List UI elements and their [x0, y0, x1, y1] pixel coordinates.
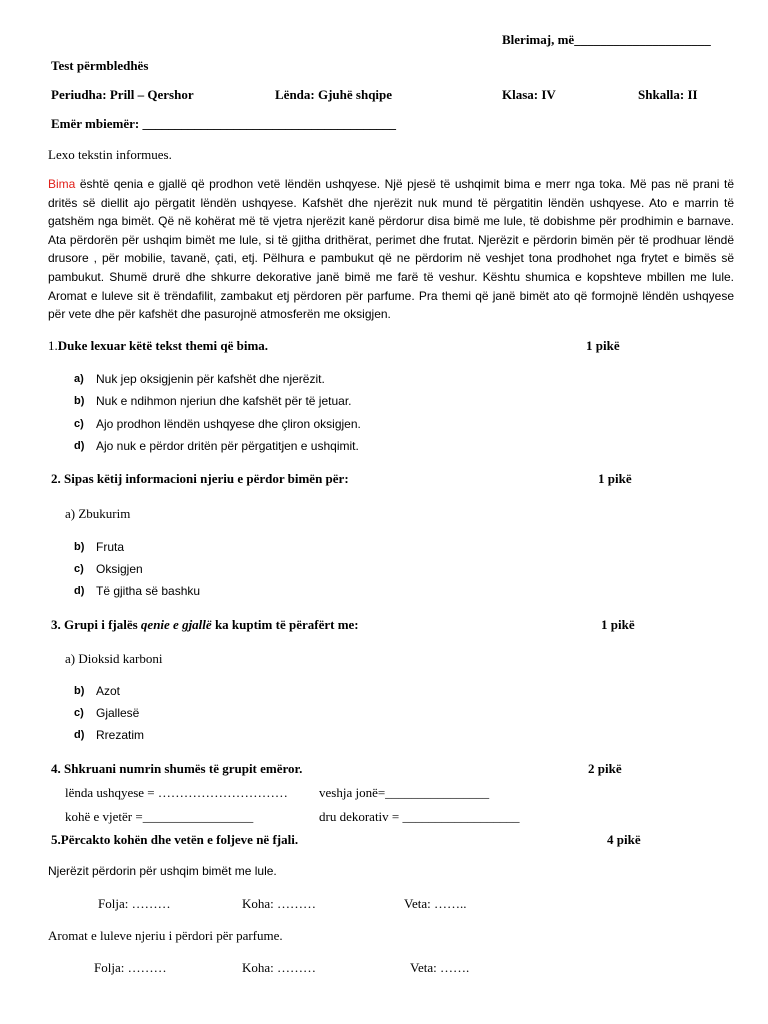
q5-koha-2[interactable]: Koha: ……… — [242, 960, 317, 975]
q5-sentence-1: Njerëzit përdorin për ushqim bimët me lule. — [48, 864, 277, 878]
q5-veta-1[interactable]: Veta: …….. — [404, 896, 467, 911]
q5-folja-1[interactable]: Folja: ……… — [98, 896, 171, 911]
level-label: Shkalla: II — [638, 87, 698, 102]
passage-body: është qenia e gjallë që prodhon vetë lëndën ushqyese. Një pjesë të ushqimit bima e merr nga toka. Më pas në prani të dritës së diellit ajo përgatit lëndën ushqyese. Kafshët dhe njerëzit nuk mund të përgatitin lëndën ushqyese. Ato e marrin të gatshëm nga bimët. Që në kohërat më të vjetra njerëzit kanë përdorur disa bimë me lule, të dobishme për prodhimin e barnave. Ata përdorën për ushqim bimët me lule, si të gjitha drithërat, perimet dhe frutat. Njerëzit e përdorin bimën për të prodhuar lëndë drusore , për mobilie, tavanë, çati, etj. Pëlhura e pambukut që ne përdorim në veshjet tona prodhohet nga frytet e bimës së pambukut. Shumë drurë dhe shkurre dekorative janë bimë me farë të veshur. Kështu shumica e kopshteve mbillen me lule. Aromat e luleve sit ë trëndafilit, zambakut etj përdoren për parfume. Pra themi që janë bimët ato që formojnë lëndën ushqyese për vete dhe për kafshët dhe pasurojnë atmosferën me oksigjen. — [48, 177, 734, 322]
q1-option-c-letter: c) — [74, 418, 84, 430]
period-label: Periudha: Prill – Qershor — [51, 87, 194, 102]
q3-option-c[interactable]: Gjallesë — [96, 706, 140, 720]
q3-option-d-letter: d) — [74, 729, 85, 741]
name-field[interactable]: Emër mbiemër: _______________________________________ — [51, 116, 396, 131]
q3-option-b-letter: b) — [74, 685, 85, 697]
class-label: Klasa: IV — [502, 87, 556, 102]
question-3 — [51, 617, 359, 633]
q2-option-c-letter: c) — [74, 563, 84, 575]
question-1 — [48, 338, 268, 354]
q4-item-lenda[interactable]: lënda ushqyese = ………………………… — [65, 785, 288, 800]
question-5: 5.Përcakto kohën dhe vetën e foljeve në fjali. — [51, 832, 299, 847]
page-title: Test përmbledhës — [51, 58, 149, 73]
q2-option-d-letter: d) — [74, 585, 85, 597]
passage-highlight: Bima — [48, 177, 76, 191]
q2-option-a[interactable]: a) Zbukurim — [65, 506, 131, 521]
q2-option-c[interactable]: Oksigjen — [96, 562, 143, 576]
q1-number: 1. — [48, 338, 58, 353]
q1-option-b-letter: b) — [74, 395, 85, 407]
q3-option-a[interactable]: a) Dioksid karboni — [65, 651, 163, 666]
q3-option-c-letter: c) — [74, 707, 84, 719]
q5-folja-2[interactable]: Folja: ……… — [94, 960, 167, 975]
informative-passage — [48, 175, 734, 324]
q3-points: 1 pikë — [601, 617, 635, 632]
q1-option-d[interactable]: Ajo nuk e përdor dritën për përgatitjen e ushqimit. — [96, 439, 359, 453]
q3-option-b[interactable]: Azot — [96, 684, 121, 698]
q1-option-a[interactable]: Nuk jep oksigjenin për kafshët dhe njerëzit. — [96, 372, 325, 386]
q4-item-dru[interactable]: dru dekorativ = __________________ — [319, 809, 520, 824]
q3-prefix: 3. Grupi i fjalës — [51, 617, 141, 632]
q5-koha-1[interactable]: Koha: ……… — [242, 896, 317, 911]
subject-label: Lënda: Gjuhë shqipe — [275, 87, 393, 102]
q1-option-a-letter: a) — [74, 373, 84, 385]
q2-option-b-letter: b) — [74, 541, 85, 553]
q1-points: 1 pikë — [586, 338, 620, 353]
date-line: Blerimaj, më_____________________ — [502, 32, 711, 47]
question-4: 4. Shkruani numrin shumës të grupit emëror. — [51, 761, 303, 776]
q5-points: 4 pikë — [607, 832, 641, 847]
q3-option-d[interactable]: Rrezatim — [96, 728, 145, 742]
q2-option-d[interactable]: Të gjitha së bashku — [96, 584, 201, 598]
q3-suffix: ka kuptim të përafërt me: — [211, 617, 359, 632]
question-2: 2. Sipas këtij informacioni njeriu e përdor bimën për: — [51, 471, 349, 486]
q1-option-c[interactable]: Ajo prodhon lëndën ushqyese dhe çliron oksigjen. — [96, 417, 361, 431]
q1-option-b[interactable]: Nuk e ndihmon njeriun dhe kafshët për të jetuar. — [96, 394, 352, 408]
q3-italic: qenie e gjallë — [140, 617, 212, 632]
q4-item-kohe[interactable]: kohë e vjetër =_________________ — [65, 809, 254, 824]
q2-points: 1 pikë — [598, 471, 632, 486]
q5-sentence-2: Aromat e luleve njeriu i përdori për parfume. — [48, 928, 283, 943]
q1-text: Duke lexuar këtë tekst themi që bima. — [57, 338, 269, 353]
q4-item-veshja[interactable]: veshja jonë=________________ — [319, 785, 490, 800]
q4-points: 2 pikë — [588, 761, 622, 776]
q2-option-b[interactable]: Fruta — [96, 540, 125, 554]
instruction-text: Lexo tekstin informues. — [48, 147, 172, 162]
q1-option-d-letter: d) — [74, 440, 85, 452]
q5-veta-2[interactable]: Veta: ……. — [410, 960, 470, 975]
